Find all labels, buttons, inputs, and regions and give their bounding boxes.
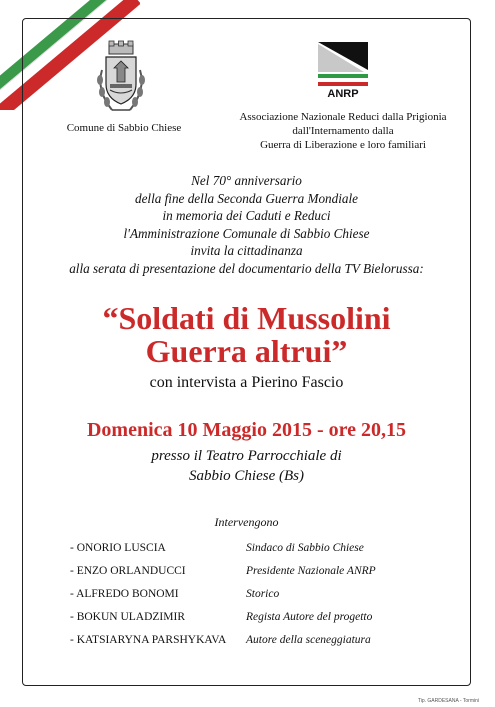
speaker-name: - ONORIO LUSCIA <box>70 542 166 554</box>
invitation-text <box>22 172 471 278</box>
intro-line: della fine della Seconda Guerra Mondiale <box>134 190 359 206</box>
venue-line-2: Sabbio Chiese (Bs) <box>189 468 304 484</box>
event-title <box>22 302 471 368</box>
event-subtitle: con intervista a Pierino Fascio <box>149 374 344 391</box>
event-title-line-2: Guerra altrui” <box>145 333 348 369</box>
speaker-role: Presidente Nazionale ANRP <box>246 565 376 577</box>
anrp-caption-line: Guerra di Liberazione e loro familiari <box>260 139 426 151</box>
anrp-caption-line: dall'Internamento dalla <box>292 125 394 137</box>
comune-caption: Comune di Sabbio Chiese <box>66 122 182 134</box>
speakers-list <box>70 542 450 657</box>
anrp-caption <box>218 110 468 152</box>
intro-line: alla serata di presentazione del documentario della TV Bielorussa: <box>69 260 424 276</box>
speaker-row <box>70 565 450 588</box>
anrp-logo-text: ANRP <box>327 88 359 100</box>
speaker-name: - KATSIARYNA PARSHYKAVA <box>70 634 227 646</box>
event-title-line-1: “Soldati di Mussolini <box>102 300 391 336</box>
printer-credit: Tip. GARDESANA - Tormini <box>417 698 479 704</box>
speakers-heading: Intervengono <box>214 515 279 529</box>
venue-line-1: presso il Teatro Parrocchiale di <box>151 448 342 464</box>
speaker-name: - ALFREDO BONOMI <box>70 588 179 600</box>
speaker-name: - ENZO ORLANDUCCI <box>70 565 186 577</box>
speaker-name: - BOKUN ULADZIMIR <box>70 611 185 623</box>
event-date: Domenica 10 Maggio 2015 - ore 20,15 <box>86 419 407 441</box>
event-venue <box>22 446 471 486</box>
speaker-role: Sindaco di Sabbio Chiese <box>246 542 364 554</box>
speaker-role: Storico <box>246 588 280 600</box>
speaker-row <box>70 611 450 634</box>
speaker-row <box>70 588 450 611</box>
intro-line: l'Amministrazione Comunale di Sabbio Chiese <box>123 225 370 241</box>
anrp-caption-line: Associazione Nazionale Reduci dalla Prigionia <box>239 111 447 123</box>
intro-line: in memoria dei Caduti e Reduci <box>162 208 331 224</box>
speaker-row <box>70 634 450 657</box>
speaker-role: Autore della sceneggiatura <box>246 634 371 646</box>
speaker-role: Regista Autore del progetto <box>246 611 373 623</box>
coat-of-arms-icon <box>92 40 150 120</box>
speaker-row <box>70 542 450 565</box>
intro-line: invita la cittadinanza <box>190 243 303 259</box>
intro-line: Nel 70° anniversario <box>191 173 302 188</box>
